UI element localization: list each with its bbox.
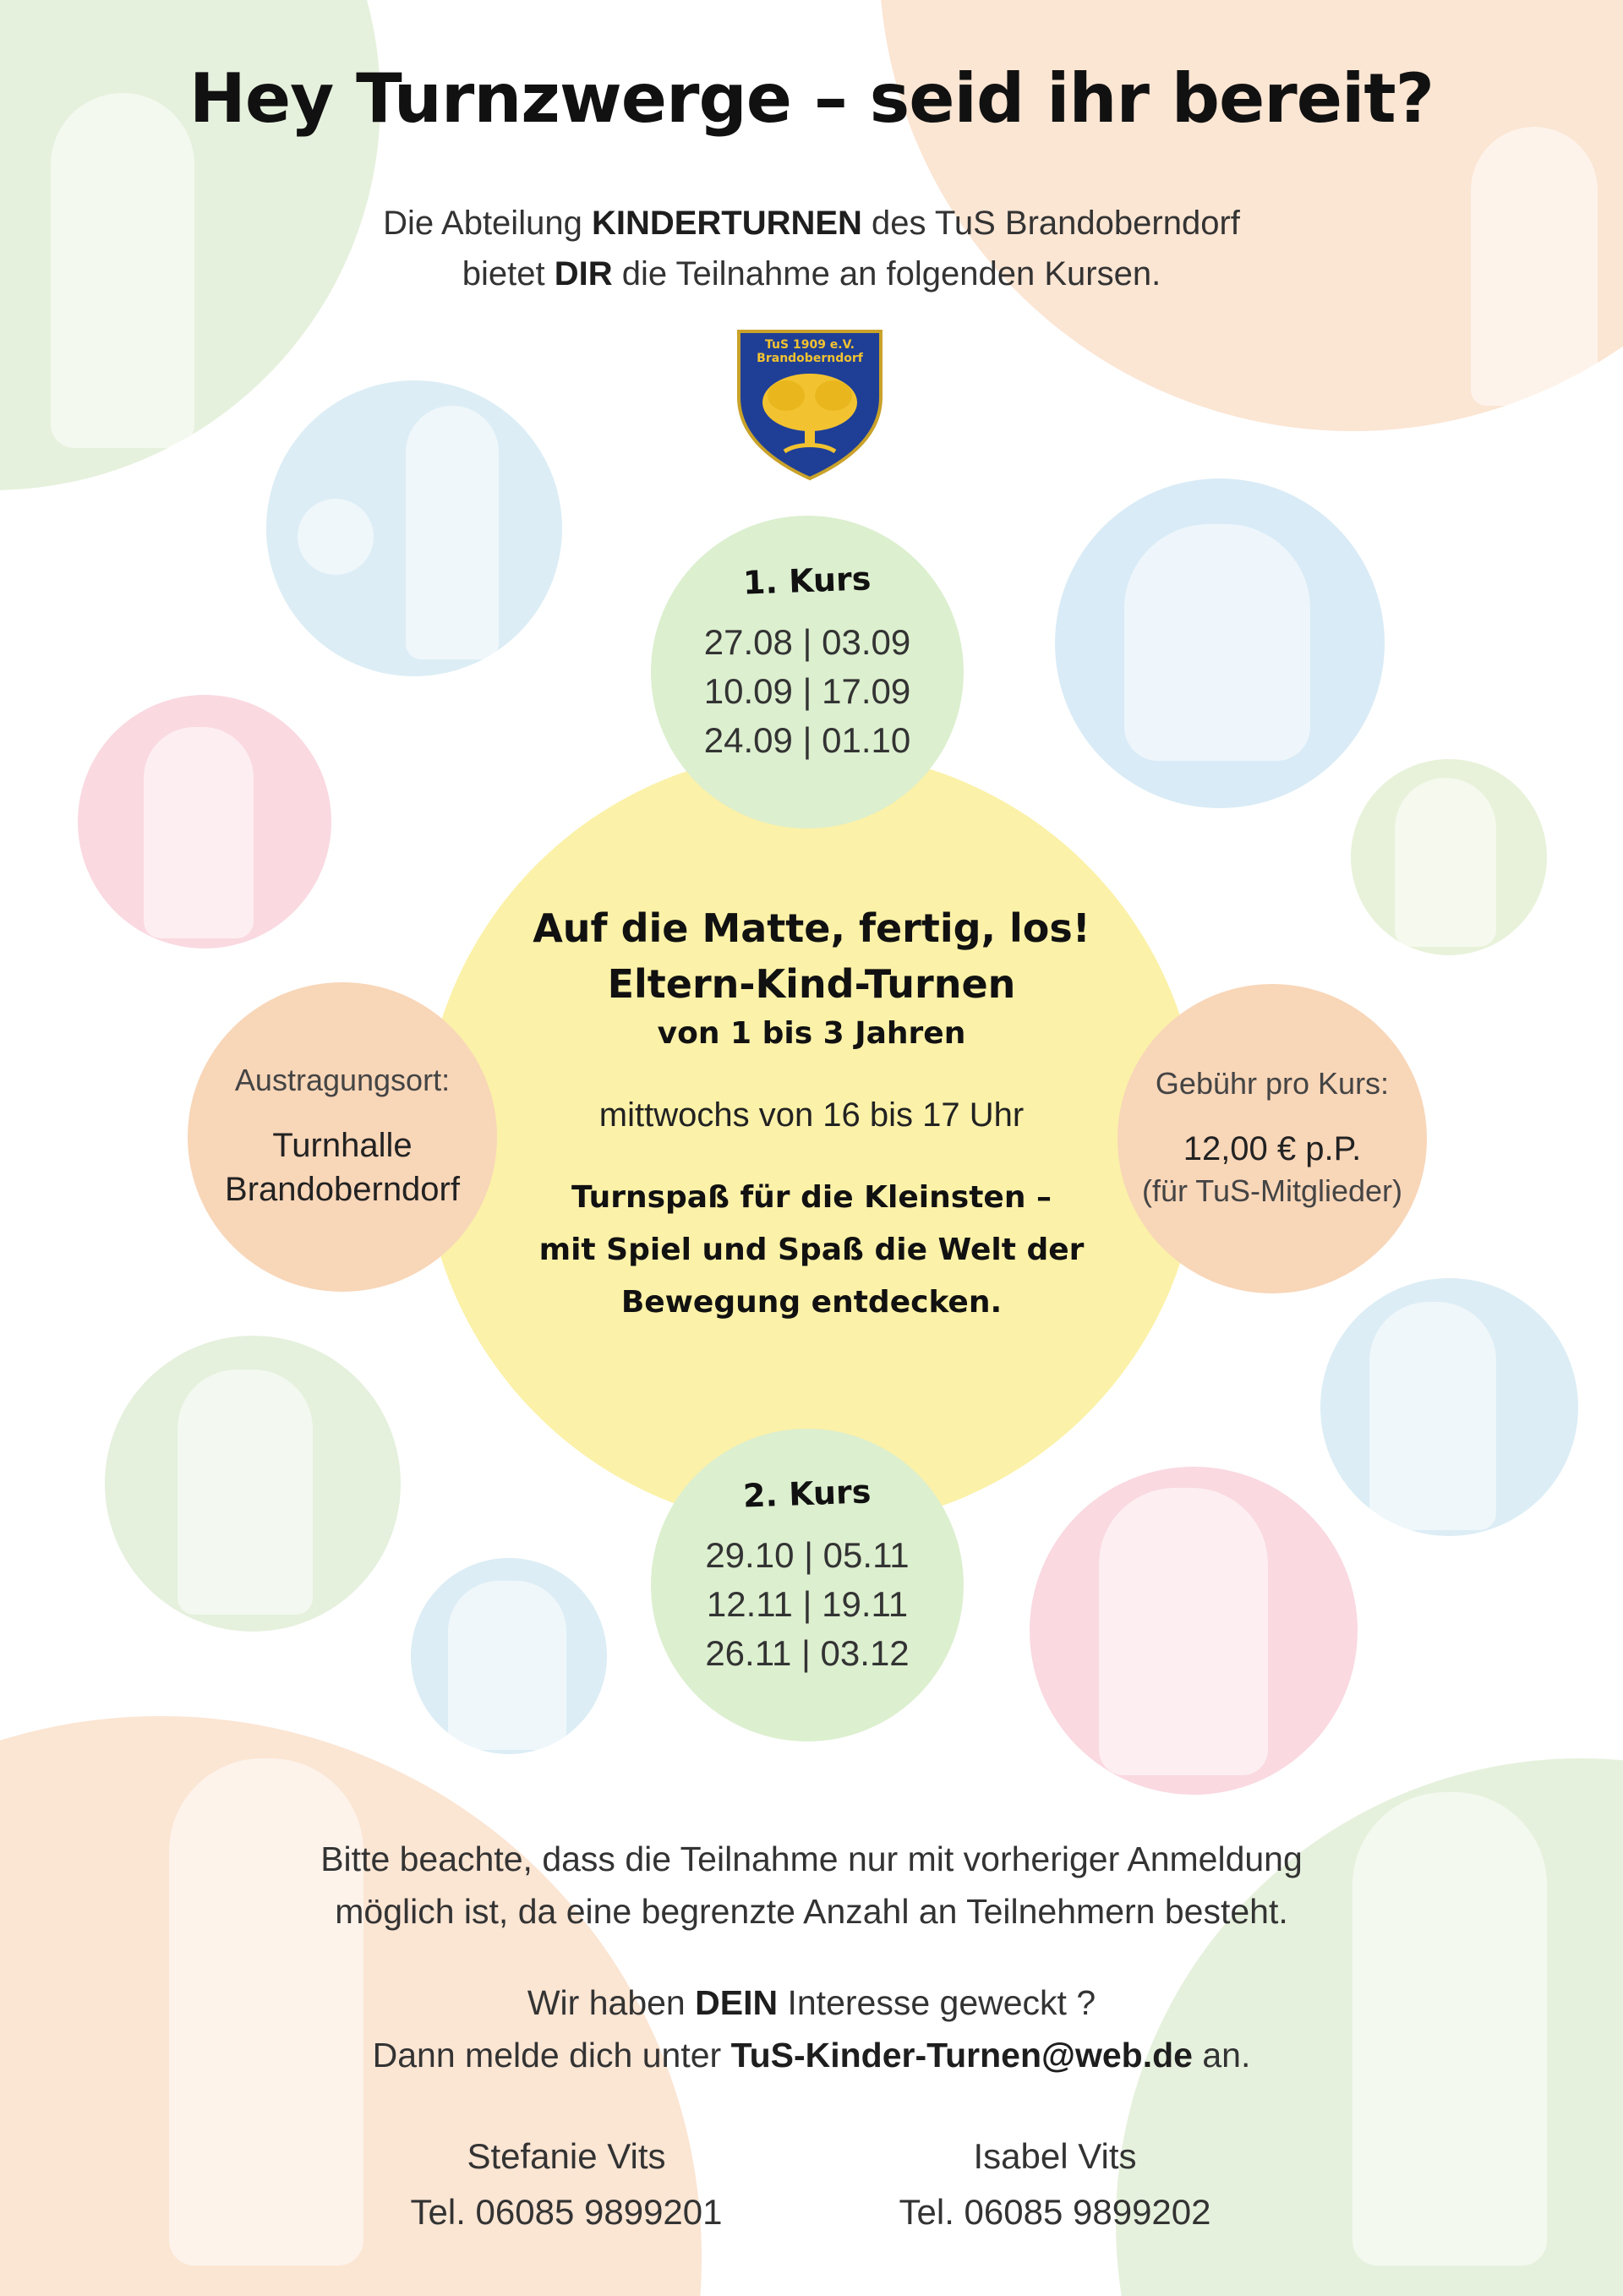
intro-text-part: bietet (462, 255, 555, 292)
main-info-circle (423, 751, 1200, 1528)
intro-line-2 (0, 249, 1623, 299)
venue-circle (188, 982, 497, 1292)
child-silhouette-icon (1099, 1488, 1268, 1775)
child-silhouette-icon (1395, 778, 1496, 947)
intro-text (0, 198, 1623, 299)
child-silhouette-icon (1369, 1302, 1496, 1530)
contact-phone[interactable]: Tel. 06085 9899202 (899, 2192, 1211, 2232)
interest-text-part: Interesse geweckt ? (778, 1983, 1096, 2022)
venue-label: Austragungsort: (234, 1063, 451, 1097)
interest-text-part: Wir haben (527, 1983, 696, 2022)
contact-line (0, 2029, 1623, 2081)
course-2-dates-row: 12.11 | 19.11 (706, 1584, 909, 1624)
email-link[interactable]: TuS-Kinder-Turnen@web.de (730, 2036, 1193, 2075)
main-subtitle: Eltern-Kind-Turnen (607, 960, 1016, 1007)
child-silhouette-icon (144, 727, 254, 938)
intro-line-1 (0, 198, 1623, 249)
course-1-dates-row: 24.09 | 01.10 (703, 720, 911, 760)
course-2-dates-row: 26.11 | 03.12 (705, 1633, 910, 1673)
fee-circle (1118, 984, 1427, 1293)
contact-text-part: Dann melde dich unter (372, 2036, 731, 2075)
child-silhouette-icon (448, 1581, 566, 1750)
intro-keyword-dir: DIR (554, 255, 613, 292)
main-description-line: Turnspaß für die Kleinsten – (571, 1179, 1052, 1215)
main-description-line: mit Spiel und Spaß die Welt der (538, 1232, 1085, 1267)
child-silhouette-icon (406, 406, 499, 659)
child-silhouette-icon (1124, 524, 1310, 761)
main-headline: Auf die Matte, fertig, los! (533, 905, 1090, 951)
main-description-line: Bewegung entdecken. (620, 1284, 1003, 1320)
venue-line: Turnhalle (272, 1127, 413, 1164)
course-2-dates-row: 29.10 | 05.11 (705, 1535, 910, 1575)
main-ages: von 1 bis 3 Jahren (657, 1015, 966, 1051)
fee-price: 12,00 € p.P. (1183, 1130, 1362, 1167)
notice-line: möglich ist, da eine begrenzte Anzahl an Teilnehmern besteht. (335, 1892, 1288, 1931)
crest-line-1: TuS 1909 e.V. (765, 338, 855, 352)
course-1-circle (651, 516, 964, 828)
contact-text-part: an. (1192, 2036, 1251, 2075)
intro-text-part: Die Abteilung (383, 205, 592, 242)
venue-line: Brandoberndorf (225, 1171, 460, 1208)
fee-label: Gebühr pro Kurs: (1155, 1066, 1390, 1101)
intro-text-part: des TuS Brandoberndorf (861, 205, 1240, 242)
child-silhouette-icon (178, 1369, 313, 1615)
intro-keyword-kinderturnen: KINDERTURNEN (591, 205, 862, 242)
contact-person-2 (801, 2129, 1309, 2240)
interest-line (0, 1976, 1623, 2029)
intro-text-part: die Teilnahme an folgenden Kursen. (612, 255, 1161, 292)
ball-silhouette-icon (298, 499, 374, 575)
contact-phone[interactable]: Tel. 06085 9899201 (410, 2192, 723, 2232)
course-2-title: 2. Kurs (742, 1473, 872, 1515)
registration-notice (0, 1833, 1623, 1938)
page-title: Hey Turnzwerge – seid ihr bereit? (189, 59, 1434, 138)
course-2-circle (651, 1429, 964, 1741)
course-1-dates-row: 10.09 | 17.09 (703, 671, 911, 711)
interest-call (0, 1976, 1623, 2081)
club-crest-logo (734, 328, 886, 482)
contact-person-1 (313, 2129, 820, 2240)
fee-note: (für TuS-Mitglieder) (1141, 1173, 1403, 1208)
notice-line: Bitte beachte, dass die Teilnahme nur mit vorheriger Anmeldung (320, 1840, 1303, 1878)
main-time: mittwochs von 16 bis 17 Uhr (598, 1096, 1025, 1134)
contact-name: Stefanie Vits (467, 2136, 666, 2176)
interest-keyword-dein: DEIN (695, 1983, 779, 2022)
main-description (539, 1172, 1085, 1329)
crest-line-2: Brandoberndorf (757, 352, 863, 365)
course-1-title: 1. Kurs (742, 560, 872, 602)
course-1-dates-row: 27.08 | 03.09 (703, 622, 911, 662)
contact-name: Isabel Vits (973, 2136, 1137, 2176)
